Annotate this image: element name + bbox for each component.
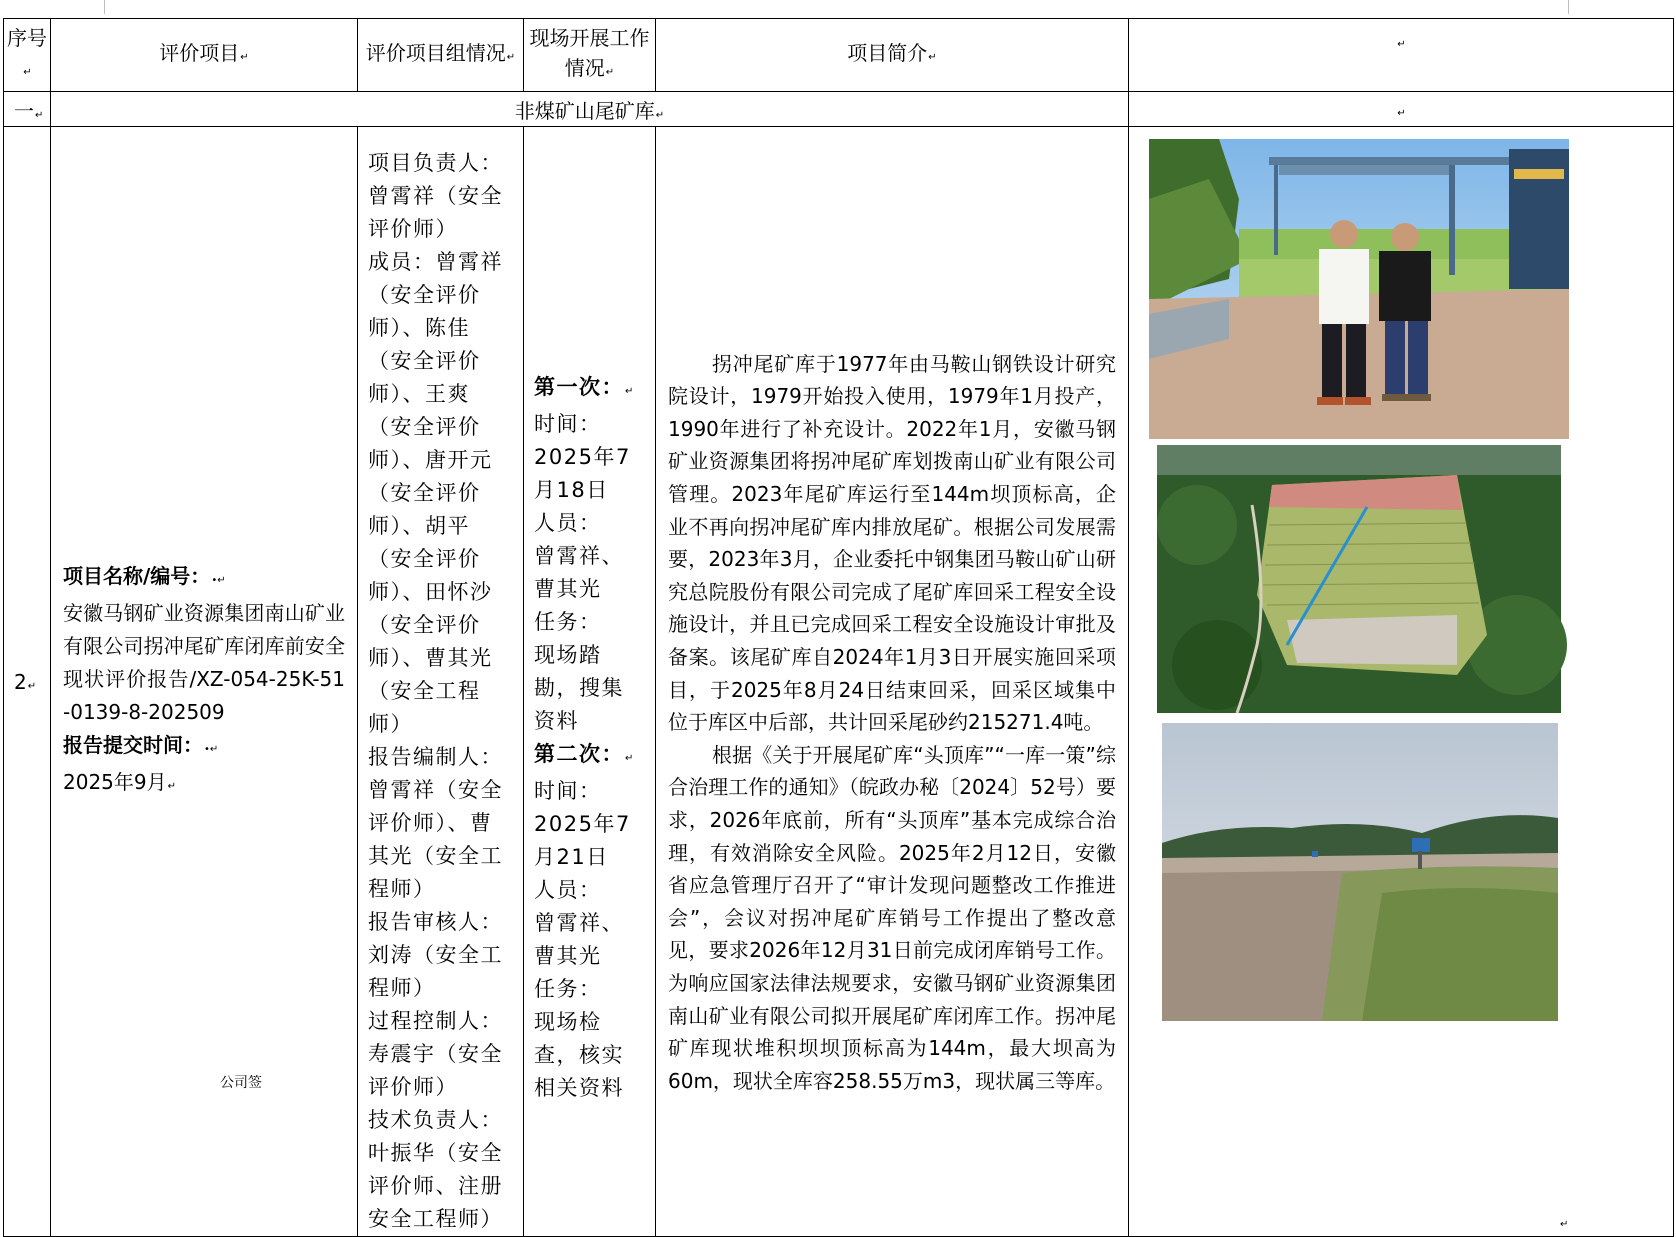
header-seq: 序号↵ [4, 19, 51, 92]
first-task-value: 现场踏勘，搜集资料 [534, 643, 624, 733]
section-title: 非煤矿山尾矿库↵ [51, 92, 1129, 127]
page-margin-mark-right [1568, 0, 1569, 14]
project-name-cell: 项目名称/编号：•↵ 安徽马钢矿业资源集团南山矿业有限公司拐冲尾矿库闭库前安全现状评价报告/XZ-054-25K-51-0139-8-202509 报告提交时间：•↵ 2025年9月↵ [51, 127, 358, 1237]
header-photos: ↵ [1129, 19, 1674, 92]
team-line: 报告审核人：刘涛（安全工程师） [368, 910, 503, 1000]
header-team: 评价项目组情况↵ [358, 19, 524, 92]
second-people-label: 人员： [534, 878, 602, 902]
submit-time-value: 2025年9月 [63, 770, 167, 794]
project-team-cell [358, 127, 524, 1237]
second-time-label: 时间： [534, 779, 602, 803]
project-intro-cell [656, 127, 1129, 1237]
team-line: 成员：曾霄祥（安全评价师）、陈佳（安全评价师）、王爽（安全评价师）、唐开元（安全评价师）、胡平（安全评价师）、田怀沙（安全评价师）、曹其光（安全工程师） [368, 250, 503, 736]
site-photo-landscape [1162, 723, 1558, 1021]
second-people-value: 曾霄祥、曹其光 [534, 911, 624, 968]
intro-paragraph: 根据《关于开展尾矿库“头顶库”“一库一策”综合治理工作的通知》（皖政办秘〔2024〕52号）要求，2026年底前，所有“头顶库”基本完成综合治理，有效消除安全风险。2025年2月12日，安徽省应急管理厅召开了“审计发现问题整改工作推进会”，会议对拐冲尾矿库销号工作提出了整改意见，要求2026年12月31日前完成闭库销号工作。为响应国家法律法规要求，安徽马钢矿业资源集团南山矿业有限公司拟开展尾矿库闭库工作。拐冲尾矿库现状堆积坝坝顶标高为144m，最大坝高为60m，现状全库容258.55万m3，现状属三等库。 [668, 742, 1116, 1093]
second-task-label: 任务： [534, 977, 602, 1001]
header-project: 评价项目↵ [51, 19, 358, 92]
header-fieldwork: 现场开展工作情况↵ [524, 19, 656, 92]
row-number: 2↵ [4, 127, 51, 1237]
footer-fragment: 公司签 [220, 1075, 262, 1091]
first-people-label: 人员： [534, 511, 602, 535]
table-header-row [4, 19, 1674, 92]
header-intro: 项目简介↵ [656, 19, 1129, 92]
team-line: 报告编制人：曾霄祥（安全评价师）、曹其光（安全工程师） [368, 745, 503, 901]
project-name-value: 安徽马钢矿业资源集团南山矿业有限公司拐冲尾矿库闭库前安全现状评价报告/XZ-054-25K-51-0139-8-202509 [63, 601, 345, 724]
second-task-value: 现场检查，核实相关资料 [534, 1010, 624, 1100]
table-row [4, 127, 1674, 1237]
project-name-label: 项目名称/编号： [63, 564, 211, 588]
first-time-value: 2025年7月18日 [534, 445, 631, 502]
fieldwork-cell: 第一次：↵ 时间： 2025年7月18日 人员： 曾霄祥、曹其光 任务： 现场踏勘，搜集资料 第二次：↵ 时间： 2025年7月21日 人员： 曾霄祥、曹其光 任务： 现场检查，核实相关资料 [524, 127, 656, 1237]
first-people-value: 曾霄祥、曹其光 [534, 544, 624, 601]
submit-time-label: 报告提交时间： [63, 733, 203, 757]
site-photo-staff [1149, 139, 1569, 439]
team-line: 过程控制人：寿震宇（安全评价师） [368, 1009, 503, 1099]
first-visit-label: 第一次： [534, 375, 624, 399]
section-row [4, 92, 1674, 127]
first-task-label: 任务： [534, 610, 602, 634]
intro-paragraph: 拐冲尾矿库于1977年由马鞍山钢铁设计研究院设计，1979开始投入使用，1979年1月投产，1990年进行了补充设计。2022年1月，安徽马钢矿业资源集团将拐冲尾矿库划拨南山矿业有限公司管理。2023年尾矿库运行至144m坝顶标高，企业不再向拐冲尾矿库内排放尾矿。根据公司发展需要，2023年3月，企业委托中钢集团马鞍山矿山研究总院股份有限公司完成了尾矿库回采工程安全设施设计，并且已完成回采工程安全设施设计审批及备案。该尾矿库自2024年1月3日开展实施回采项目，于2025年8月24日结束回采，回采区域集中位于库区中后部，共计回采尾砂约215271.4吨。 [668, 351, 1116, 735]
team-line: 技术负责人：叶振华（安全评价师、注册安全工程师） [368, 1108, 503, 1231]
evaluation-project-table [3, 18, 1674, 1237]
team-line: 项目负责人：曾霄祥（安全评价师） [368, 151, 503, 241]
photos-cell: ↵ [1129, 127, 1674, 1237]
section-number: 一↵ [4, 92, 51, 127]
second-visit-label: 第二次： [534, 742, 624, 766]
second-time-value: 2025年7月21日 [534, 812, 631, 869]
page-margin-mark-left [104, 0, 105, 14]
aerial-photo-tailings [1157, 445, 1561, 713]
section-photo-cell: ↵ [1129, 92, 1674, 127]
first-time-label: 时间： [534, 412, 602, 436]
